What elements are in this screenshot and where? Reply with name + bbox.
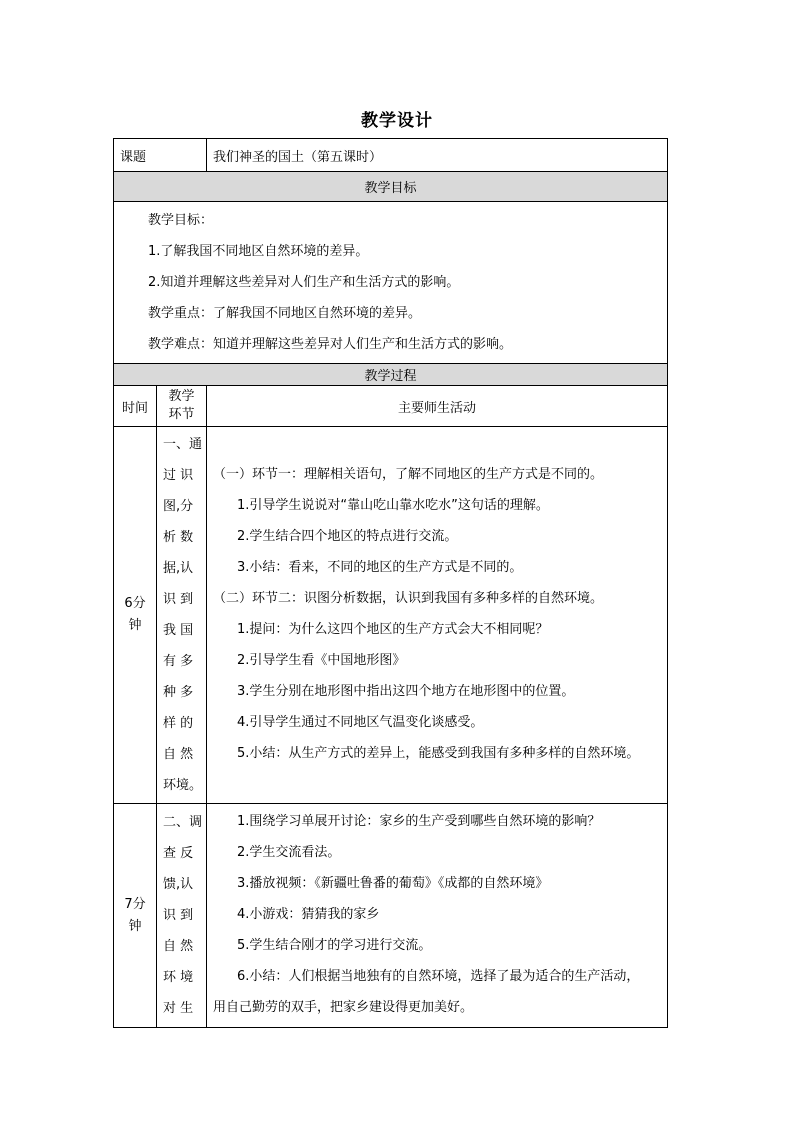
activity-line: 1.引导学生说说对“靠山吃山靠水吃水”这句话的理解。 [237, 498, 549, 513]
stage-line: 环 境 [163, 970, 194, 985]
document-title: 教学设计 [361, 111, 433, 131]
activity-line: 4.引导学生通过不同地区气温变化谈感受。 [237, 715, 484, 730]
activity-line: 3.学生分别在地形图中指出这四个地方在地形图中的位置。 [237, 684, 575, 699]
lesson-plan-table [113, 138, 668, 1028]
difficulty-line: 教学难点：知道并理解这些差异对人们生产和生活方式的影响。 [148, 337, 513, 352]
activity-line: 5.小结：从生产方式的差异上，能感受到我国有多种多样的自然环境。 [237, 746, 640, 761]
row-time [114, 804, 157, 1028]
stage-line: 过 识 [163, 468, 194, 483]
activity-line: 6.小结：人们根据当地独有的自然环境，选择了最为适合的生产活动， [237, 969, 640, 984]
row-time [114, 427, 157, 804]
stage-line: 种 多 [163, 685, 194, 700]
activity-line: 2.学生结合四个地区的特点进行交流。 [237, 529, 458, 544]
activity-line: 1.提问：为什么这四个地区的生产方式会大不相同呢？ [237, 622, 549, 637]
activity-line: 3.播放视频：《新疆吐鲁番的葡萄》《成都的自然环境》 [237, 876, 549, 891]
stage-line: 识 到 [163, 592, 194, 607]
col-time-header: 时间 [114, 386, 157, 427]
row-time-line: 6分 [124, 596, 146, 611]
activity-line: （二）环节二：识图分析数据，认识到我国有多种多样的自然环境。 [213, 591, 604, 606]
activity-line: 1.围绕学习单展开讨论：家乡的生产受到哪些自然环境的影响？ [237, 814, 601, 829]
stage-line: 自 然 [163, 939, 194, 954]
activity-line: 2.学生交流看法。 [237, 845, 341, 860]
activity-line: 2.引导学生看《中国地形图》 [237, 653, 406, 668]
stage-line: 有 多 [163, 654, 194, 669]
stage-line: 馈,认 [163, 877, 194, 892]
stage-line: 自 然 [163, 747, 194, 762]
stage-line: 对 生 [163, 1001, 194, 1016]
col-activity-header: 主要师生活动 [207, 386, 668, 427]
activity-line: 5.学生结合刚才的学习进行交流。 [237, 938, 432, 953]
stage-line: 我 国 [163, 623, 194, 638]
col-stage-header-line: 环节 [168, 407, 195, 422]
goals-header: 教学目标 [114, 172, 668, 202]
activity-line: （一）环节一：理解相关语句，了解不同地区的生产方式是不同的。 [213, 467, 604, 482]
row-time-line: 钟 [128, 918, 142, 934]
stage-line: 图,分 [163, 499, 194, 514]
goals-line: 1.了解我国不同地区自然环境的差异。 [148, 244, 369, 259]
activity-line: 4.小游戏：猜猜我的家乡 [237, 907, 380, 922]
activity-line: 3.小结：看来，不同的地区的生产方式是不同的。 [237, 560, 523, 575]
stage-line: 样 的 [163, 716, 194, 731]
stage-line: 查 反 [163, 846, 194, 861]
row-time-line: 钟 [128, 618, 142, 633]
lesson-label: 课题 [114, 139, 207, 172]
goals-line: 2.知道并理解这些差异对人们生产和生活方式的影响。 [148, 275, 460, 290]
lesson-value: 我们神圣的国土（第五课时） [207, 139, 668, 172]
stage-line: 据,认 [163, 561, 194, 576]
activity-line: 用自己勤劳的双手，把家乡建设得更加美好。 [213, 1000, 474, 1015]
col-stage-header [157, 386, 207, 427]
stage-line: 一、通 [163, 437, 203, 452]
stage-line: 二、调 [163, 815, 203, 830]
stage-line: 识 到 [163, 908, 194, 923]
row-stage [157, 427, 207, 804]
stage-line: 环境。 [163, 778, 203, 793]
stage-line: 析 数 [163, 530, 194, 545]
col-stage-header-line: 教学 [168, 389, 195, 404]
key-point-line: 教学重点：了解我国不同地区自然环境的差异。 [148, 306, 422, 321]
row-stage [157, 804, 207, 1028]
process-header: 教学过程 [114, 364, 668, 386]
goals-cell [114, 202, 668, 364]
row-activities [207, 804, 668, 1028]
row-activities [207, 427, 668, 804]
goals-line: 教学目标： [148, 213, 214, 228]
row-time-line: 7分 [124, 896, 146, 912]
